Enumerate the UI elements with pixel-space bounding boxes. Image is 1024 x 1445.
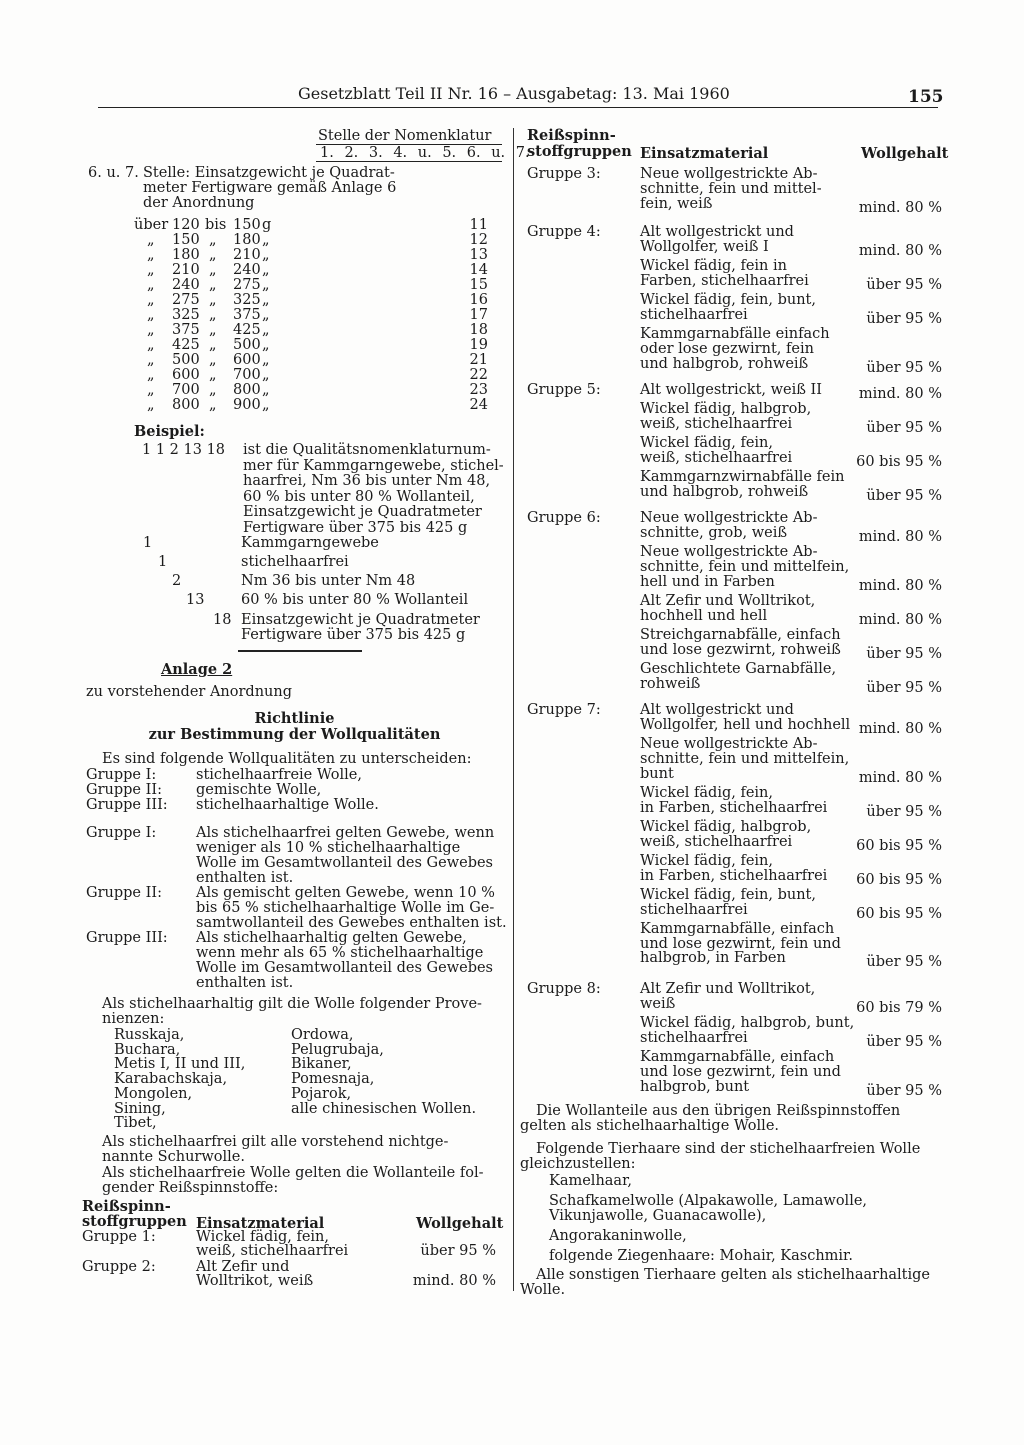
table-group: Gruppe 8: [527, 981, 601, 997]
group-label: Gruppe III: [86, 930, 168, 946]
weight-sep: „ [209, 337, 217, 353]
weight-to: 375 [233, 307, 261, 323]
richtlinie-subtitle: zur Bestimmung der Wollqualitäten [148, 726, 441, 743]
table-material: Wollgolfer, hell und hochhell [640, 716, 851, 733]
animal-item: Angorakaninwolle, [549, 1228, 687, 1244]
table-material: Kammgarnabfälle, einfach [640, 1049, 835, 1065]
table-material: Kammgarnzwirnabfälle fein [640, 469, 845, 486]
beispiel-code: 1 1 2 13 18 [142, 442, 226, 458]
provenance-item: Karabachskaja, [114, 1071, 228, 1088]
header-rule [98, 107, 938, 108]
table-material: hell und in Farben [640, 573, 775, 590]
table-material: Neue wollgestrickte Ab- [640, 736, 818, 752]
weight-from: 120 [172, 217, 200, 233]
weight-prefix: „ [147, 307, 155, 323]
group-text: samtwollanteil des Gewebes enthalten ist. [196, 915, 507, 931]
table-group: Gruppe 7: [527, 702, 601, 718]
weight-unit: „ [262, 292, 270, 308]
table-material: weiß [640, 995, 676, 1012]
weight-prefix: „ [147, 262, 155, 278]
weight-sep: „ [209, 307, 217, 323]
group-text: Als stichelhaarhaltig gelten Gewebe, [196, 930, 467, 946]
weight-from: 240 [172, 277, 200, 293]
weight-unit: „ [262, 382, 270, 398]
reiss-intro-line: gender Reißspinnstoffe: [102, 1180, 279, 1196]
weight-prefix: „ [147, 352, 155, 368]
weight-code: 18 [469, 322, 488, 338]
weight-unit: „ [262, 262, 270, 278]
weight-from: 210 [172, 262, 200, 278]
group-label: Gruppe I: [86, 767, 157, 783]
column-divider [513, 128, 514, 1291]
stelle-line: der Anordnung [143, 195, 255, 211]
breakdown-text: Einsatzgewicht je Quadratmeter [241, 612, 480, 628]
provenance-item: Pomesnaja, [291, 1071, 375, 1088]
weight-to: 800 [233, 382, 261, 398]
table-content: über 95 % [866, 488, 942, 504]
provenance-item: Metis I, II und III, [114, 1056, 246, 1073]
weight-sep: „ [209, 367, 217, 383]
table-material: rohweiß [640, 675, 701, 692]
group-text: bis 65 % stichelhaarhaltige Wolle im Ge- [196, 900, 495, 916]
weight-code: 17 [469, 307, 488, 323]
weight-sep: „ [209, 262, 217, 278]
table-material: Kammgarnabfälle, einfach [640, 920, 835, 937]
group-text: Als gemischt gelten Gewebe, wenn 10 % [196, 885, 495, 901]
group-text: stichelhaarfreie Wolle, [196, 767, 362, 783]
weight-code: 11 [469, 217, 488, 233]
table-material: Wickel fädig, fein, bunt, [640, 292, 816, 308]
table-head-content: Wollgehalt [861, 145, 949, 162]
table-material: Alt Zefir und Wolltrikot, [640, 981, 816, 997]
weight-sep: „ [209, 232, 217, 248]
weight-prefix: „ [147, 277, 155, 293]
table-content: mind. 80 % [412, 1273, 496, 1289]
weight-to: 150 [233, 217, 261, 233]
table-material: fein, weiß [640, 195, 713, 212]
weight-from: 375 [172, 322, 200, 338]
weight-unit: „ [262, 277, 270, 293]
weight-code: 21 [469, 352, 488, 368]
table-material: hochhell und hell [640, 607, 768, 624]
weight-unit: g [262, 217, 272, 233]
provenance-item: Buchara, [114, 1041, 181, 1058]
weight-from: 800 [172, 397, 200, 413]
table-material: Alt wollgestrickt, weiß II [640, 382, 822, 398]
weight-to: 210 [233, 247, 261, 263]
table-content: 60 bis 95 % [856, 454, 942, 470]
breakdown-code: 18 [213, 612, 232, 628]
table-material: stichelhaarfrei [640, 1029, 748, 1046]
table-group: Gruppe 3: [527, 166, 601, 182]
weight-sep: bis [205, 217, 227, 233]
weight-unit: „ [262, 232, 270, 248]
weight-to: 900 [233, 397, 261, 413]
table-material: Wollgolfer, weiß I [640, 238, 769, 255]
weight-prefix: „ [147, 382, 155, 398]
animal-item: Schafkamelwolle (Alpakawolle, Lamawolle, [549, 1193, 868, 1209]
table-material: und halbgrob, rohweiß [640, 484, 809, 500]
weight-from: 275 [172, 292, 200, 308]
reiss-intro-line: Als stichelhaarfreie Wolle gelten die Wollanteile fol- [102, 1165, 484, 1181]
provenance-item: Pojarok, [291, 1085, 352, 1102]
table-material: weiß, stichelhaarfrei [640, 833, 793, 850]
provenance-intro-line: nienzen: [102, 1011, 165, 1027]
table-content: über 95 % [866, 679, 942, 696]
table-head-group: stoffgruppen [82, 1213, 187, 1230]
nomenklatur-header: Stelle der Nomenklatur [318, 128, 492, 144]
paragraph-line: Wolle. [520, 1282, 566, 1298]
table-material: weiß, stichelhaarfrei [196, 1243, 349, 1259]
table-material: in Farben, stichelhaarfrei [640, 867, 828, 884]
table-content: über 95 % [420, 1243, 496, 1259]
table-material: Wickel fädig, fein, [640, 852, 773, 869]
group-text: weniger als 10 % stichelhaarhaltige [196, 840, 461, 856]
weight-code: 14 [469, 262, 488, 278]
beispiel-line: mer für Kammgarngewebe, stichel- [243, 457, 504, 474]
table-material: stichelhaarfrei [640, 901, 748, 918]
table-group: Gruppe 6: [527, 510, 601, 526]
table-material: Neue wollgestrickte Ab- [640, 510, 818, 526]
weight-sep: „ [209, 397, 217, 413]
intro-text: Es sind folgende Wollqualitäten zu unterscheiden: [102, 751, 472, 767]
table-content: über 95 % [866, 310, 942, 327]
group-text: Als stichelhaarfrei gelten Gewebe, wenn [196, 825, 495, 841]
table-material: Streichgarnabfälle, einfach [640, 626, 841, 643]
table-material: Alt wollgestrickt und [640, 224, 794, 240]
stelle-line: meter Fertigware gemäß Anlage 6 [143, 180, 397, 196]
breakdown-text: stichelhaarfrei [241, 554, 349, 570]
group-text: stichelhaarhaltige Wolle. [196, 797, 379, 813]
weight-code: 16 [469, 292, 488, 308]
group-label: Gruppe II: [86, 885, 162, 901]
nomenklatur-positions: 1. 2. 3. 4. u. 5. 6. u. 7. [320, 145, 530, 161]
group-label: Gruppe I: [86, 825, 157, 841]
provenance-item: Tibet, [114, 1115, 157, 1132]
table-material: schnitte, fein und mittel- [640, 180, 822, 197]
table-material: halbgrob, in Farben [640, 950, 786, 967]
weight-unit: „ [262, 352, 270, 368]
weight-from: 325 [172, 307, 200, 323]
table-content: über 95 % [866, 954, 942, 971]
weight-unit: „ [262, 397, 270, 413]
paragraph-line: Die Wollanteile aus den übrigen Reißspinnstoffen [536, 1103, 901, 1119]
table-material: halbgrob, bunt [640, 1078, 750, 1095]
table-material: schnitte, fein und mittelfein, [640, 558, 850, 575]
group-text: wenn mehr als 65 % stichelhaarhaltige [196, 945, 484, 961]
table-material: und lose gezwirnt, fein und [640, 1063, 841, 1080]
weight-prefix: über [134, 217, 169, 233]
table-material: und halbgrob, rohweiß [640, 355, 809, 372]
table-content: 60 bis 79 % [856, 999, 942, 1016]
weight-unit: „ [262, 322, 270, 338]
table-content: mind. 80 % [858, 242, 942, 259]
weight-prefix: „ [147, 367, 155, 383]
provenance-item: alle chinesischen Wollen. [291, 1100, 477, 1117]
breakdown-text: Fertigware über 375 bis 425 g [241, 627, 466, 643]
weight-code: 12 [469, 232, 488, 248]
breakdown-text: Nm 36 bis unter Nm 48 [241, 573, 416, 589]
table-head-material: Einsatzmaterial [640, 145, 769, 162]
group-text: enthalten ist. [196, 975, 294, 991]
provenance-item: Pelugrubaja, [291, 1041, 384, 1058]
breakdown-text: 60 % bis unter 80 % Wollanteil [241, 592, 469, 608]
weight-prefix: „ [147, 292, 155, 308]
animal-item: Kamelhaar, [549, 1173, 633, 1189]
beispiel-line: 60 % bis unter 80 % Wollanteil, [243, 488, 475, 505]
weight-to: 325 [233, 292, 261, 308]
group-text: Wolle im Gesamtwollanteil des Gewebes [196, 960, 494, 976]
table-content: über 95 % [866, 1033, 942, 1050]
animal-item: folgende Ziegenhaare: Mohair, Kaschmir. [549, 1248, 854, 1264]
section-rule [238, 650, 362, 652]
paragraph-line: gelten als stichelhaarhaltige Wolle. [520, 1118, 780, 1134]
table-material: weiß, stichelhaarfrei [640, 416, 793, 432]
provenance-item: Bikaner, [291, 1056, 352, 1073]
weight-from: 150 [172, 232, 200, 248]
breakdown-code: 2 [172, 573, 182, 589]
weight-prefix: „ [147, 232, 155, 248]
provenance-item: Russkaja, [114, 1027, 185, 1043]
page-number: 155 [908, 87, 944, 107]
weight-unit: „ [262, 307, 270, 323]
table-group: Gruppe 1: [82, 1229, 156, 1245]
weight-sep: „ [209, 352, 217, 368]
table-material: Wickel fädig, fein, [640, 784, 773, 801]
table-material: Alt Zefir und [196, 1259, 290, 1275]
weight-unit: „ [262, 367, 270, 383]
table-head-group: Reißspinn- [527, 127, 616, 144]
group-text: gemischte Wolle, [196, 782, 322, 798]
anlage-title: Anlage 2 [161, 661, 233, 678]
beispiel-line: haarfrei, Nm 36 bis unter Nm 48, [243, 473, 491, 490]
table-material: Wickel fädig, fein, [196, 1229, 329, 1245]
weight-sep: „ [209, 322, 217, 338]
table-content: über 95 % [866, 420, 942, 436]
provenance-item: Mongolen, [114, 1085, 193, 1102]
weight-to: 240 [233, 262, 261, 278]
weight-sep: „ [209, 247, 217, 263]
group-label: Gruppe II: [86, 782, 162, 798]
weight-sep: „ [209, 292, 217, 308]
richtlinie-title: Richtlinie [254, 710, 335, 727]
provenance-item: Sining, [114, 1100, 166, 1117]
stelle-line: Stelle: Einsatzgewicht je Quadrat- [143, 165, 395, 181]
paragraph-line: Alle sonstigen Tierhaare gelten als stichelhaarhaltige [536, 1267, 931, 1283]
weight-code: 15 [469, 277, 488, 293]
weight-code: 24 [469, 397, 488, 413]
weight-code: 22 [469, 367, 488, 383]
table-content: mind. 80 % [858, 720, 942, 737]
weight-prefix: „ [147, 397, 155, 413]
table-content: 60 bis 95 % [856, 871, 942, 888]
weight-to: 275 [233, 277, 261, 293]
weight-to: 600 [233, 352, 261, 368]
table-material: Wickel fädig, fein in [640, 258, 787, 274]
beispiel-label: Beispiel: [134, 423, 205, 440]
table-material: schnitte, grob, weiß [640, 524, 788, 541]
schur-line: nannte Schurwolle. [102, 1149, 245, 1165]
table-material: und lose gezwirnt, fein und [640, 935, 841, 952]
weight-from: 700 [172, 382, 200, 398]
provenance-item: Ordowa, [291, 1027, 354, 1043]
weight-from: 500 [172, 352, 200, 368]
weight-sep: „ [209, 382, 217, 398]
anlage-subtitle: zu vorstehender Anordnung [86, 684, 293, 700]
breakdown-code: 13 [186, 592, 205, 608]
weight-from: 425 [172, 337, 200, 353]
table-content: mind. 80 % [858, 386, 942, 402]
table-material: Geschlichtete Garnabfälle, [640, 660, 837, 677]
weight-from: 180 [172, 247, 200, 263]
paragraph-line: Folgende Tierhaare sind der stichelhaarfreien Wolle [536, 1141, 921, 1157]
running-header: Gesetzblatt Teil II Nr. 16 – Ausgabetag: 13. Mai 1960 [298, 84, 730, 103]
table-group: Gruppe 4: [527, 224, 601, 240]
weight-unit: „ [262, 247, 270, 263]
table-material: weiß, stichelhaarfrei [640, 450, 793, 466]
table-content: mind. 80 % [858, 611, 942, 628]
table-material: Wickel fädig, halbgrob, [640, 818, 812, 835]
weight-code: 23 [469, 382, 488, 398]
group-text: Wolle im Gesamtwollanteil des Gewebes [196, 855, 494, 871]
weight-from: 600 [172, 367, 200, 383]
weight-prefix: „ [147, 322, 155, 338]
stelle-label: 6. u. 7. [88, 165, 139, 181]
paragraph-line: gleichzustellen: [520, 1156, 636, 1172]
table-content: über 95 % [866, 803, 942, 820]
table-group: Gruppe 2: [82, 1259, 156, 1275]
table-head-group: stoffgruppen [527, 143, 632, 160]
provenance-intro-line: Als stichelhaarhaltig gilt die Wolle folgender Prove- [102, 996, 482, 1012]
table-group: Gruppe 5: [527, 382, 601, 398]
schur-line: Als stichelhaarfrei gilt alle vorstehend nichtge- [102, 1134, 449, 1150]
table-content: über 95 % [866, 276, 942, 293]
table-content: mind. 80 % [858, 577, 942, 594]
beispiel-line: ist die Qualitätsnomenklaturnum- [243, 442, 491, 458]
beispiel-line: Einsatzgewicht je Quadratmeter [243, 504, 482, 521]
table-head-group: Reißspinn- [82, 1198, 171, 1215]
table-material: bunt [640, 765, 674, 782]
nomenklatur-rule-2 [316, 161, 502, 162]
table-material: Kammgarnabfälle einfach [640, 326, 830, 342]
weight-prefix: „ [147, 337, 155, 353]
table-material: Neue wollgestrickte Ab- [640, 166, 818, 182]
table-head-material: Einsatzmaterial [196, 1215, 325, 1232]
table-material: Wickel fädig, halbgrob, [640, 401, 812, 418]
table-content: mind. 80 % [858, 199, 942, 216]
weight-code: 19 [469, 337, 488, 353]
table-content: mind. 80 % [858, 769, 942, 786]
table-content: über 95 % [866, 1082, 942, 1099]
weight-to: 425 [233, 322, 261, 338]
table-material: in Farben, stichelhaarfrei [640, 799, 828, 816]
weight-to: 700 [233, 367, 261, 383]
table-material: Wickel fädig, fein, bunt, [640, 886, 816, 903]
table-material: Farben, stichelhaarfrei [640, 272, 809, 289]
beispiel-line: Fertigware über 375 bis 425 g [243, 520, 468, 536]
table-content: über 95 % [866, 645, 942, 662]
breakdown-text: Kammgarngewebe [241, 535, 379, 551]
table-content: 60 bis 95 % [856, 837, 942, 854]
table-material: und lose gezwirnt, rohweiß [640, 641, 841, 658]
group-label: Gruppe III: [86, 797, 168, 813]
table-material: oder lose gezwirnt, fein [640, 340, 814, 357]
weight-to: 180 [233, 232, 261, 248]
breakdown-code: 1 [143, 535, 153, 551]
weight-to: 500 [233, 337, 261, 353]
table-content: über 95 % [866, 359, 942, 376]
table-material: Alt wollgestrickt und [640, 702, 794, 718]
table-material: Neue wollgestrickte Ab- [640, 544, 818, 560]
table-material: Wickel fädig, halbgrob, bunt, [640, 1015, 855, 1031]
breakdown-code: 1 [158, 554, 168, 570]
weight-sep: „ [209, 277, 217, 293]
table-material: schnitte, fein und mittelfein, [640, 750, 850, 767]
weight-code: 13 [469, 247, 488, 263]
table-content: mind. 80 % [858, 528, 942, 545]
table-material: Wickel fädig, fein, [640, 435, 773, 452]
group-text: enthalten ist. [196, 870, 294, 886]
weight-unit: „ [262, 337, 270, 353]
table-material: stichelhaarfrei [640, 306, 748, 323]
table-material: Wolltrikot, weiß [196, 1273, 314, 1289]
animal-item: Vikunjawolle, Guanacawolle), [549, 1208, 767, 1224]
table-content: 60 bis 95 % [856, 905, 942, 922]
table-head-content: Wollgehalt [416, 1215, 504, 1232]
weight-prefix: „ [147, 247, 155, 263]
table-material: Alt Zefir und Wolltrikot, [640, 592, 816, 609]
